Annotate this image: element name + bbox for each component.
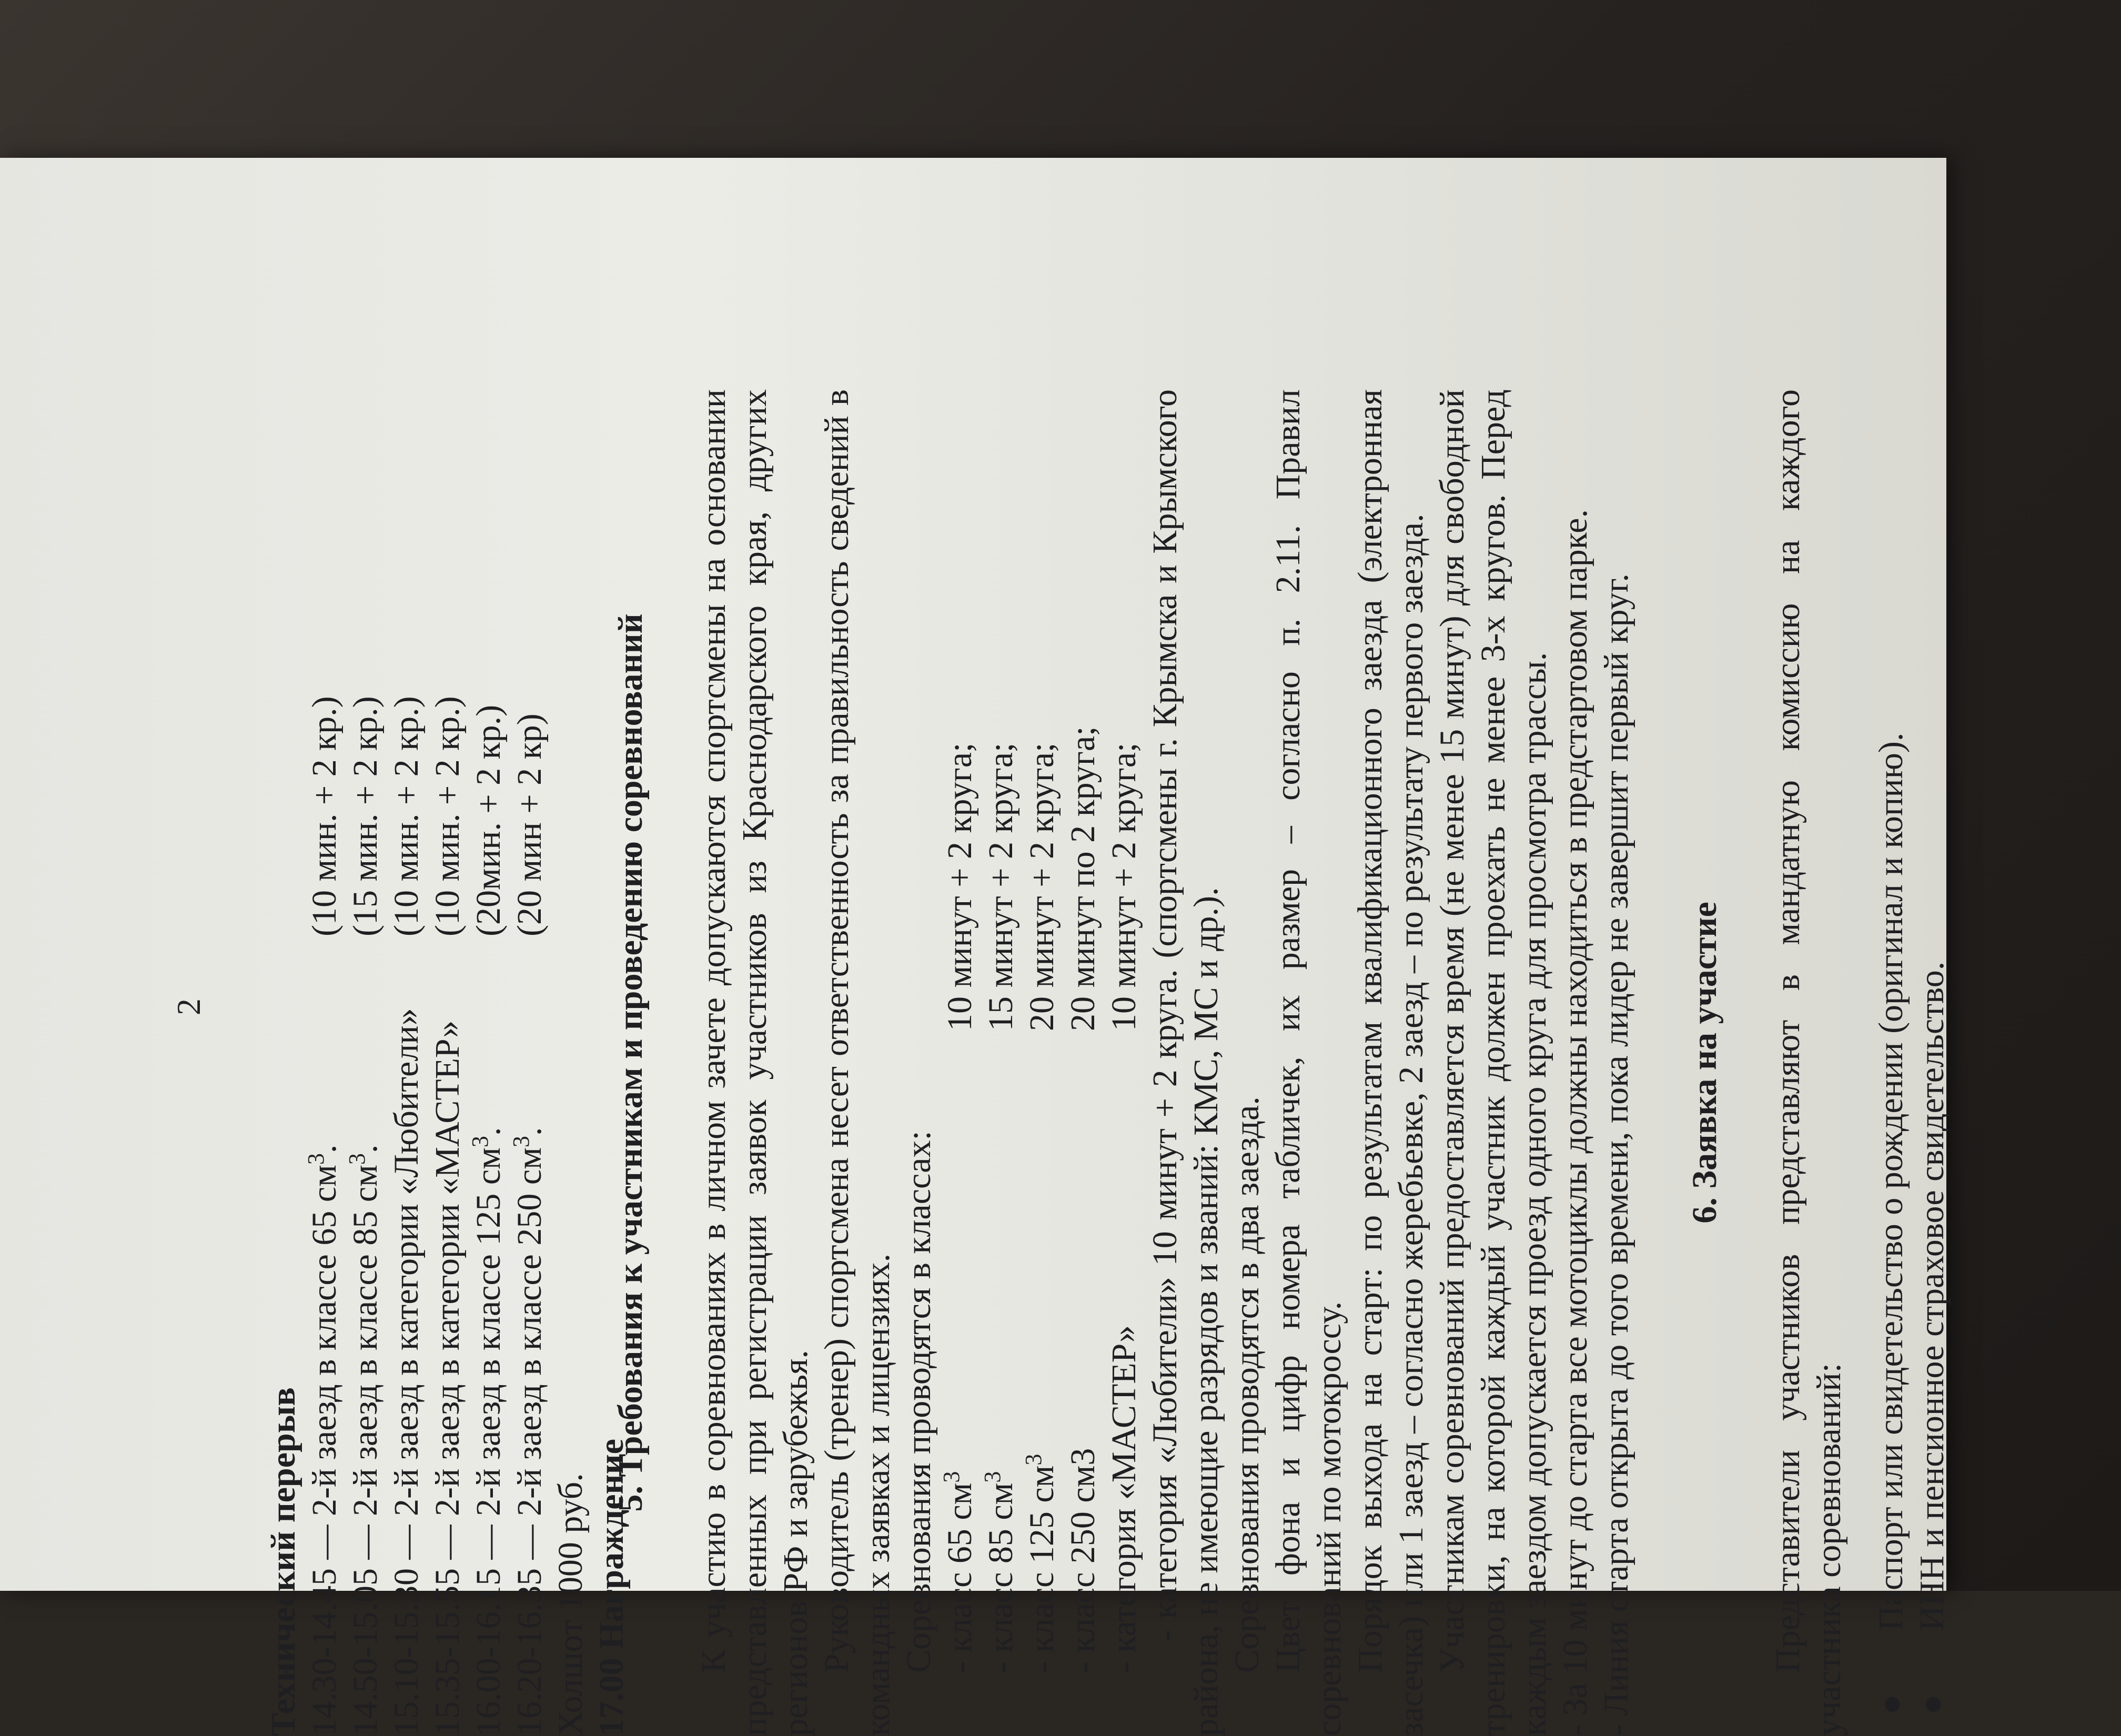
schedule-row: [468, 389, 509, 1736]
classes-list: [940, 389, 1145, 1736]
schedule-row-duration: (10 мин. + 2 кр.): [387, 696, 426, 936]
schedule-row-duration: (20 мин + 2 кр): [510, 713, 549, 936]
paragraph-responsibility: Руководитель (тренер) спортсмена несет ответственность за правильность сведений в командных заявках и лицензиях.: [817, 389, 897, 1736]
class-name-text: - класс 125 см: [1023, 1465, 1061, 1673]
awards-line: 17.00 Награждение: [592, 1439, 631, 1736]
class-name-text: - класс 250 см3: [1064, 1448, 1102, 1673]
schedule-row-tail: .: [469, 1127, 508, 1136]
class-unit-exponent: 3: [1021, 1454, 1046, 1466]
paragraph-number-plates: Цвет фона и цифр номера табличек, их размер – согласно п. 2.11. Правил соревнований по мотокроссу.: [1269, 389, 1348, 1736]
schedule-row-unit-exponent: 3: [303, 1153, 329, 1165]
schedule-row-duration: (10 мин. + 2 кр.): [305, 696, 344, 936]
paragraph-start-order: Порядок выхода на старт: по результатам квалификационного заезда (электронная засечка) или 1 заезд – согласно жеребьевке, 2 заезд – по результату первого заезда.: [1351, 389, 1430, 1736]
document-page: [105, 337, 1951, 1736]
class-duration: 15 минут + 2 круга;: [982, 742, 1020, 1031]
rule-prestart-park: - За 10 минут до старта все мотоциклы должны находиться в предстартовом парке.: [1556, 509, 1594, 1736]
schedule-row-duration: (15 мин. + 2 кр.): [346, 696, 385, 936]
schedule-row-text: 14.30-14.45 — 2-й заезд в классе 65 см: [305, 1165, 344, 1736]
class-name: [1022, 1454, 1063, 1673]
paragraph-two-heats: Соревнования проводятся в два заезда.: [1228, 1096, 1266, 1673]
schedule-title: Технический перерыв: [264, 1387, 302, 1736]
bullet-icon: ●: [1913, 1694, 1951, 1715]
class-name-text: - категория «МАСТЕР»: [1105, 1325, 1143, 1673]
class-unit-exponent: 3: [979, 1471, 1005, 1483]
schedule-row-unit-exponent: 3: [344, 1153, 370, 1165]
paragraph-representatives: Представители участников представляют в мандатную комиссию на каждого участника соревнований:: [1769, 389, 1848, 1736]
paragraph-amateurs: - категория «Любители» 10 минут + 2 круга. (спортсмены г. Крымска и Крымского района, не имеющие разрядов и званий: КМС, МС и др.).: [1146, 389, 1225, 1736]
paragraph-training: Участникам соревнований предоставляется время (не менее 15 минут) для свободной тренировки, на которой каждый участник должен проехать не менее 3-х кругов. Перед каждым заездом допускается проезд одного круга для просмотра трассы.: [1433, 389, 1553, 1736]
class-duration: 20 минут + 2 круга;: [1023, 742, 1061, 1031]
schedule-row-tail: .: [305, 1144, 344, 1154]
schedule-row-text: 15.10-15.30 — 2-й заезд в категории «Любители»: [387, 1008, 426, 1736]
class-row: [1022, 389, 1063, 1736]
section-5: [610, 389, 1953, 1736]
class-name: [1063, 1448, 1104, 1673]
schedule-block: [263, 389, 632, 1736]
class-name-text: - класс 65 см: [941, 1482, 979, 1673]
class-duration: 10 минут + 2 круга;: [941, 742, 979, 1031]
schedule-row: [345, 389, 386, 1736]
schedule-row: [386, 389, 427, 1736]
schedule-row-tail: .: [510, 1127, 549, 1136]
schedule-row-tail: .: [346, 1144, 385, 1154]
holeshot-line: Холшот 1000 руб.: [551, 1473, 590, 1736]
class-name: [981, 1471, 1022, 1673]
class-name: [1104, 1325, 1145, 1673]
document-sheet: [0, 158, 1951, 1736]
schedule-row-unit-exponent: 3: [467, 1136, 493, 1148]
section-6-heading: 6. Заявка на участие: [1685, 902, 1724, 1224]
class-name-text: - класс 85 см: [982, 1482, 1020, 1673]
classes-intro: Соревнования проводятся в классах:: [900, 1131, 938, 1673]
list-item-text: ИНН и пенсионное страховое свидетельство.: [1913, 961, 1951, 1631]
schedule-row-text: 15.35-15.55 — 2-й заезд в категории «МАСТЕР»: [428, 1020, 467, 1736]
section-5-heading: 5. Требования к участникам и проведению соревнований: [611, 613, 650, 1512]
schedule-row-duration: (20мин. + 2 кр.): [469, 704, 508, 936]
class-row: [981, 389, 1022, 1736]
class-unit-exponent: 3: [938, 1471, 964, 1483]
class-duration: 20 минут по 2 круга;: [1064, 726, 1102, 1031]
bullet-icon: ●: [1872, 1694, 1910, 1715]
schedule-row-unit-exponent: 3: [508, 1136, 534, 1148]
schedule-row-text: 16.00-16.15 — 2-й заезд в классе 125 см: [469, 1147, 508, 1736]
schedule-row-text: 14.50-15.05 — 2-й заезд в классе 85 см: [346, 1165, 385, 1736]
documents-list: [1871, 389, 1953, 1736]
class-row: [940, 389, 981, 1736]
rule-start-line: - Линия старта открыта до того времени, пока лидер не завершит первый круг.: [1597, 573, 1635, 1736]
schedule-row-text: 16.20-16.35 — 2-й заезд в классе 250 см: [510, 1147, 549, 1736]
class-row: [1063, 389, 1104, 1736]
schedule-row-duration: (10 мин. + 2 кр.): [428, 696, 467, 936]
list-item: [1912, 389, 1953, 1736]
paragraph-admission: К участию в соревнованиях в личном зачете допускаются спортсмены на основании представленных при регистрации заявок участников из Краснодарского края, других регионов РФ и зарубежья.: [694, 389, 815, 1736]
class-name: [940, 1471, 981, 1673]
list-item-text: Паспорт или свидетельство о рождении (оригинал и копию).: [1872, 732, 1910, 1631]
page-number: 2: [170, 998, 207, 1015]
schedule-row: [427, 389, 468, 1736]
class-duration: 10 минут + 2 круга;: [1105, 742, 1143, 1031]
class-row: [1104, 389, 1145, 1736]
schedule-row: [509, 389, 550, 1736]
schedule-row: [304, 389, 345, 1736]
list-item: [1871, 389, 1912, 1736]
